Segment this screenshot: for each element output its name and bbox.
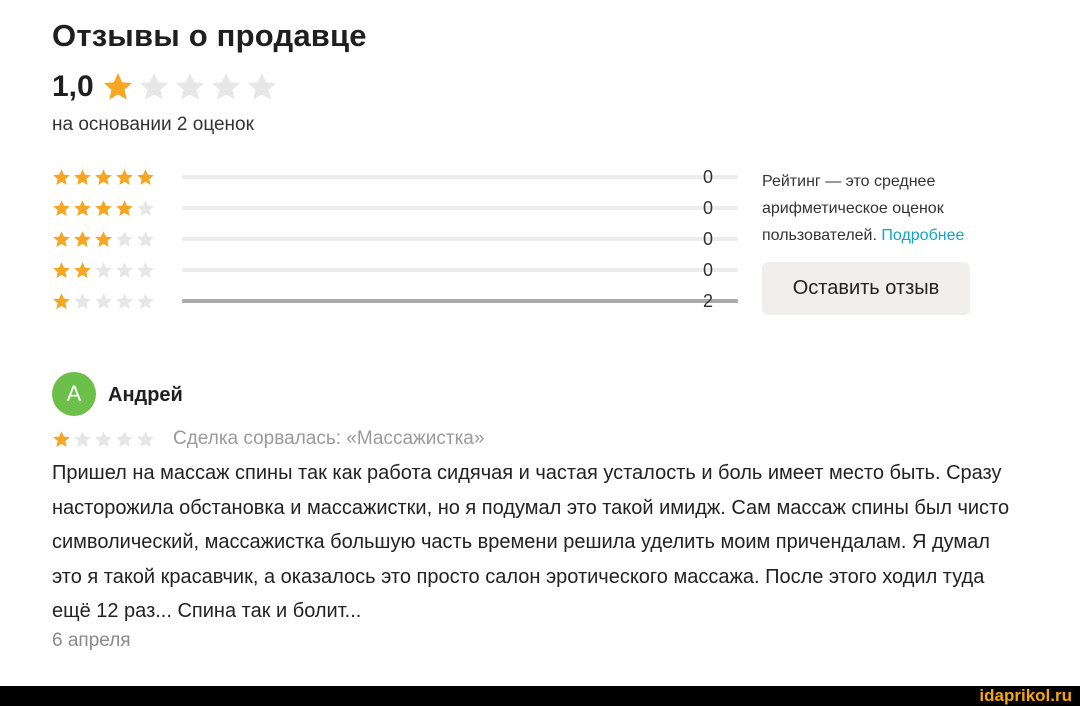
distribution-bar bbox=[182, 268, 738, 272]
star-filled-icon bbox=[52, 230, 71, 249]
distribution-stars bbox=[52, 199, 155, 218]
star-filled-icon bbox=[102, 71, 134, 103]
star-empty-icon bbox=[115, 430, 134, 449]
distribution-row-1[interactable] bbox=[52, 288, 732, 319]
star-filled-icon bbox=[94, 230, 113, 249]
star-empty-icon bbox=[115, 261, 134, 280]
star-empty-icon bbox=[115, 230, 134, 249]
star-filled-icon bbox=[73, 199, 92, 218]
star-filled-icon bbox=[115, 168, 134, 187]
distribution-count: 0 bbox=[703, 198, 714, 218]
distribution-count: 0 bbox=[703, 260, 714, 280]
rating-info-line: Рейтинг — это среднее bbox=[762, 173, 936, 190]
distribution-row-5[interactable] bbox=[52, 164, 732, 195]
review-text: Пришел на массаж спины так как работа сидячая и частая усталость и боль имеет место быть. Сразу насторожила обстановка и массажистки, но я подумал это такой имидж. Сам массаж спины был чисто символический, массажистка большую часть времени решила уделить моим причендалам. Я думал это я такой красавчик, а оказалось это просто салон эротического массажа. После этого ходил туда ещё 12 раз... Спина так и болит... bbox=[52, 462, 1010, 622]
watermark: idaprikol.ru bbox=[979, 686, 1072, 705]
distribution-bar bbox=[182, 206, 738, 210]
star-empty-icon bbox=[73, 292, 92, 311]
star-filled-icon bbox=[73, 230, 92, 249]
rating-info bbox=[762, 168, 1022, 249]
page-title: Отзывы о продавце bbox=[52, 18, 367, 53]
distribution-bar bbox=[182, 237, 738, 241]
star-filled-icon bbox=[52, 168, 71, 187]
star-empty-icon bbox=[138, 71, 170, 103]
star-empty-icon bbox=[210, 71, 242, 103]
review-stars bbox=[52, 430, 155, 449]
average-stars bbox=[102, 71, 278, 103]
star-filled-icon bbox=[136, 168, 155, 187]
distribution-stars bbox=[52, 261, 155, 280]
review-date: 6 апреля bbox=[52, 630, 131, 651]
review-meta bbox=[52, 428, 484, 450]
leave-review-button[interactable]: Оставить отзыв bbox=[762, 262, 970, 315]
star-empty-icon bbox=[136, 292, 155, 311]
star-empty-icon bbox=[115, 292, 134, 311]
distribution-row-4[interactable] bbox=[52, 195, 732, 226]
star-filled-icon bbox=[52, 261, 71, 280]
distribution-bar bbox=[182, 175, 738, 179]
star-filled-icon bbox=[94, 199, 113, 218]
star-empty-icon bbox=[174, 71, 206, 103]
star-empty-icon bbox=[94, 261, 113, 280]
distribution-row-3[interactable] bbox=[52, 226, 732, 257]
distribution-count: 0 bbox=[703, 167, 714, 187]
review-author[interactable]: Андрей bbox=[108, 384, 183, 406]
star-empty-icon bbox=[136, 199, 155, 218]
distribution-stars bbox=[52, 230, 155, 249]
star-filled-icon bbox=[52, 292, 71, 311]
distribution-stars bbox=[52, 168, 155, 187]
distribution-fill bbox=[182, 299, 738, 303]
more-link[interactable]: Подробнее bbox=[881, 227, 965, 244]
star-empty-icon bbox=[246, 71, 278, 103]
rating-info-text: пользователей. bbox=[762, 227, 877, 244]
star-empty-icon bbox=[94, 430, 113, 449]
star-empty-icon bbox=[136, 230, 155, 249]
star-filled-icon bbox=[52, 430, 71, 449]
average-value: 1,0 bbox=[52, 70, 94, 103]
star-empty-icon bbox=[94, 292, 113, 311]
rating-basis: на основании 2 оценок bbox=[52, 114, 254, 135]
star-empty-icon bbox=[136, 261, 155, 280]
star-empty-icon bbox=[136, 430, 155, 449]
rating-info-line: арифметическое оценок bbox=[762, 200, 944, 217]
star-filled-icon bbox=[94, 168, 113, 187]
rating-info-line bbox=[762, 222, 1022, 249]
star-filled-icon bbox=[115, 199, 134, 218]
footer-bar bbox=[0, 686, 1080, 706]
distribution-stars bbox=[52, 292, 155, 311]
star-filled-icon bbox=[52, 199, 71, 218]
rating-distribution bbox=[52, 164, 732, 319]
star-filled-icon bbox=[73, 168, 92, 187]
deal-status: Сделка сорвалась: «Массажистка» bbox=[173, 428, 485, 449]
star-filled-icon bbox=[73, 261, 92, 280]
average-rating bbox=[52, 70, 278, 104]
avatar: А bbox=[52, 372, 96, 416]
distribution-count: 0 bbox=[703, 229, 714, 249]
distribution-row-2[interactable] bbox=[52, 257, 732, 288]
distribution-count: 2 bbox=[703, 291, 714, 311]
distribution-bar bbox=[182, 299, 738, 303]
star-empty-icon bbox=[73, 430, 92, 449]
